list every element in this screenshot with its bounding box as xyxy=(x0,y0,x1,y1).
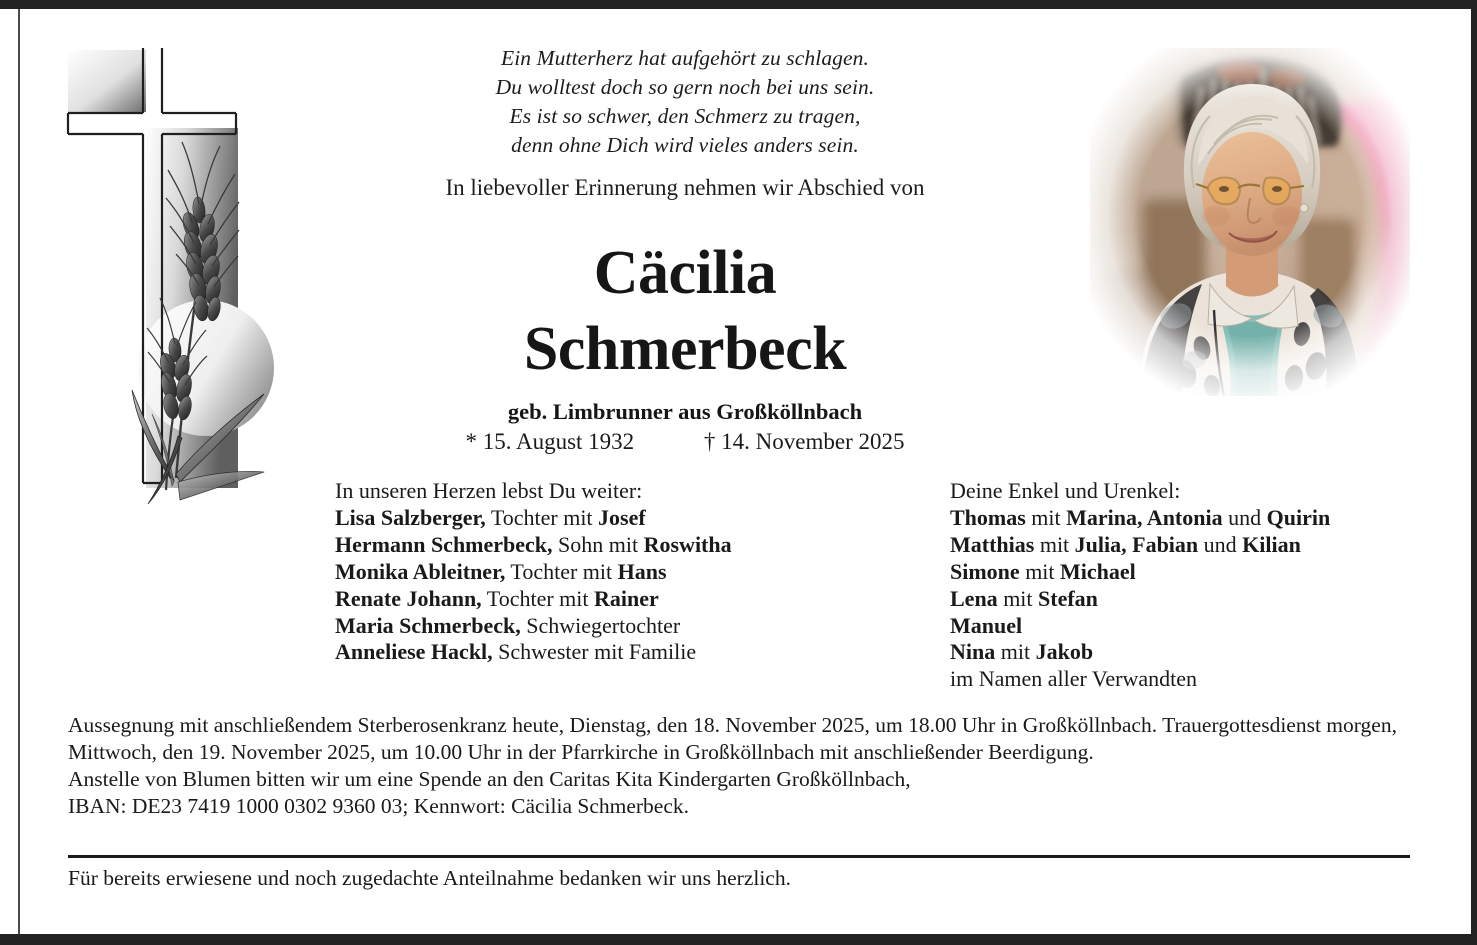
family-name: Lena xyxy=(950,585,998,611)
family-name: Renate Johann, xyxy=(335,585,482,611)
family-right-entry-2 xyxy=(950,532,1430,559)
family-right-heading: Deine Enkel und Urenkel: xyxy=(950,478,1181,503)
family-relation: Tochter mit xyxy=(485,504,599,530)
family-right-entry-3 xyxy=(950,559,1430,586)
family-partner: Jakob xyxy=(1035,639,1094,665)
family-left-entry-3 xyxy=(335,559,935,586)
family-name: Lisa Salzberger, xyxy=(335,504,486,530)
deceased-last-name: Schmerbeck xyxy=(523,315,847,383)
family-relation: Schwester mit Familie xyxy=(492,639,697,665)
family-right-entry-5 xyxy=(950,613,1430,640)
family-name: Monika Ableitner, xyxy=(335,558,506,584)
family-relation: mit xyxy=(1025,504,1067,530)
family-partner-2: Quirin xyxy=(1266,504,1331,530)
family-left-heading: In unseren Herzen lebst Du weiter: xyxy=(335,478,643,503)
life-dates xyxy=(340,427,1030,457)
frame-border-right xyxy=(1471,0,1477,945)
portrait-photo xyxy=(1090,48,1410,396)
birth-date: * 15. August 1932 xyxy=(465,429,635,454)
family-left-entry-5 xyxy=(335,613,935,640)
family-name: Matthias xyxy=(950,531,1035,557)
donation-paragraph: Anstelle von Blumen bitten wir um eine Spende an den Caritas Kita Kindergarten Großköllnbach, xyxy=(68,767,911,791)
divider-rule xyxy=(68,855,1410,858)
memorial-verse xyxy=(340,44,1030,160)
frame-border-left xyxy=(18,9,20,934)
iban-paragraph: IBAN: DE23 7419 1000 0302 9360 03; Kennwort: Cäcilia Schmerbeck. xyxy=(68,794,690,818)
family-name: Manuel xyxy=(950,612,1023,638)
family-partner: Marina, Antonia xyxy=(1066,504,1223,530)
deceased-name-block xyxy=(340,235,1030,427)
family-relation: mit xyxy=(1019,558,1061,584)
family-left-entry-4 xyxy=(335,586,935,613)
deceased-first-name: Cäcilia xyxy=(593,239,777,307)
family-partner: Rainer xyxy=(594,585,659,611)
family-partner: Julia, Fabian xyxy=(1074,531,1199,557)
family-relation: Schwiegertochter xyxy=(520,612,681,638)
family-conjunction: und xyxy=(1222,504,1267,530)
family-relation: Sohn mit xyxy=(552,531,644,557)
family-name: Hermann Schmerbeck, xyxy=(335,531,553,557)
family-column-left xyxy=(335,478,935,666)
family-right-entry-4 xyxy=(950,586,1430,613)
family-name: Thomas xyxy=(950,504,1026,530)
family-conjunction: und xyxy=(1198,531,1243,557)
family-name: Anneliese Hackl, xyxy=(335,639,493,665)
family-partner-2: Kilian xyxy=(1242,531,1301,557)
deceased-maiden-name: geb. Limbrunner aus Großköllnbach xyxy=(507,399,863,424)
family-partner: Roswitha xyxy=(643,531,732,557)
verse-line-3: Es ist so schwer, den Schmerz zu tragen, xyxy=(509,104,861,128)
family-left-entry-2 xyxy=(335,532,935,559)
family-relation: mit xyxy=(1034,531,1075,557)
family-partner: Hans xyxy=(617,558,667,584)
family-partner: Josef xyxy=(598,504,646,530)
family-name: Maria Schmerbeck, xyxy=(335,612,521,638)
verse-line-1: Ein Mutterherz hat aufgehört zu schlagen. xyxy=(501,46,869,70)
frame-border-top xyxy=(0,0,1477,9)
thanks-line: Für bereits erwiesene und noch zugedachte Anteilnahme bedanken wir uns herzlich. xyxy=(68,866,791,890)
family-left-entry-1 xyxy=(335,505,935,532)
family-partner: Michael xyxy=(1060,558,1136,584)
family-right-entry-1 xyxy=(950,505,1430,532)
funeral-service-paragraph: Aussegnung mit anschließendem Sterberosenkranz heute, Dienstag, den 18. November 2025, um 18.00 Uhr in Großköllnbach. Trauergottesdienst morgen, Mittwoch, den 19. November 2025, um 10.00 Uhr in der Pfarrkirche in Großköllnbach mit anschließender Beerdigung. xyxy=(68,713,1397,764)
family-relation: mit xyxy=(997,585,1039,611)
frame-border-bottom xyxy=(0,934,1477,945)
family-name: Simone xyxy=(950,558,1020,584)
family-column-right xyxy=(950,478,1430,693)
verse-line-2: Du wolltest doch so gern noch bei uns sein. xyxy=(495,75,875,99)
family-partner: Stefan xyxy=(1038,585,1098,611)
family-relation: mit xyxy=(995,639,1036,665)
family-right-entry-6 xyxy=(950,639,1430,666)
family-name: Nina xyxy=(950,639,996,665)
cross-with-wheat-icon xyxy=(58,38,348,508)
family-left-entry-6 xyxy=(335,639,935,666)
funeral-details xyxy=(68,712,1413,820)
verse-line-4: denn ohne Dich wird vieles anders sein. xyxy=(511,133,859,157)
death-date: † 14. November 2025 xyxy=(703,429,905,454)
intro-line: In liebevoller Erinnerung nehmen wir Abschied von xyxy=(445,175,925,200)
family-relation: Tochter mit xyxy=(481,585,594,611)
family-right-closing: im Namen aller Verwandten xyxy=(950,666,1198,692)
family-relation: Tochter mit xyxy=(505,558,618,584)
